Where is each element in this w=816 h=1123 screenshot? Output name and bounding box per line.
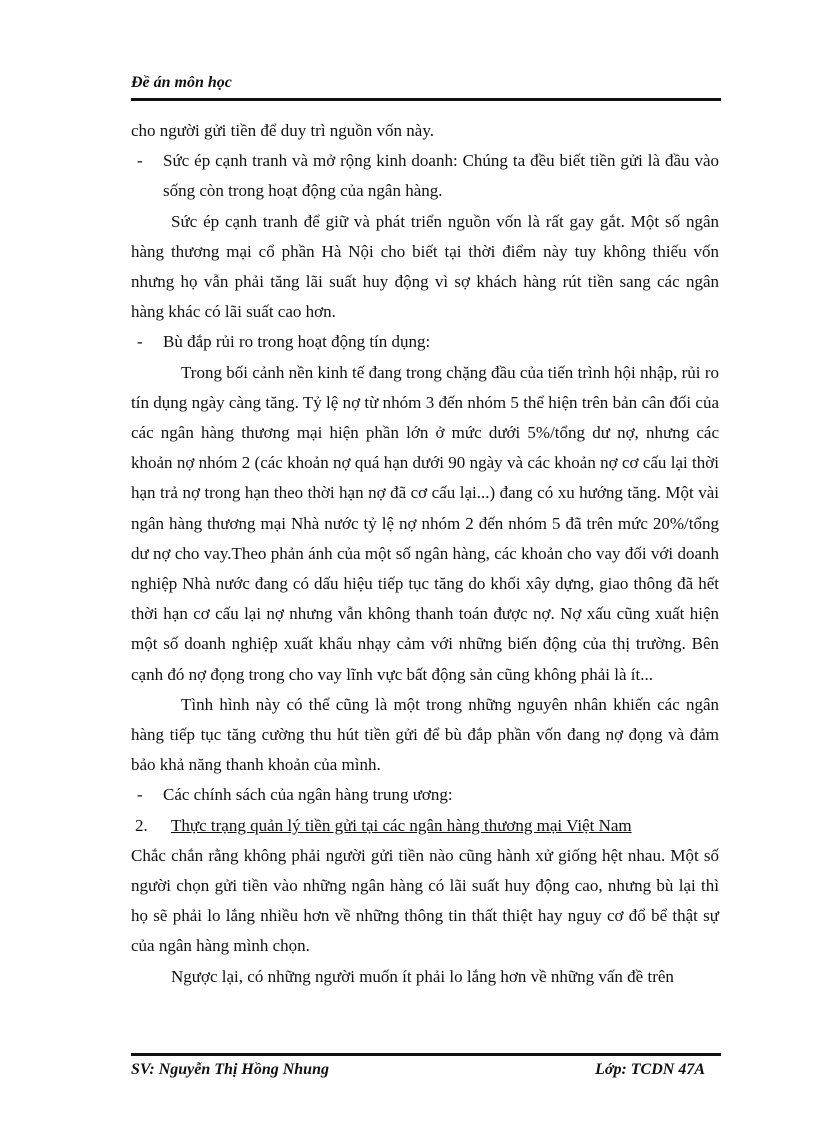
section-heading-2 [131,811,719,841]
paragraph-depositors: Chắc chắn rằng không phải người gửi tiền nào cũng hành xử giống hệt nhau. Một số người chọn gửi tiền vào những ngân hàng có lãi suất huy động cao, nhưng bù lại thì họ sẽ phải lo lắng nhiều hơn về những thông tin thất thiệt hay nguy cơ đổ bể thật sự của ngân hàng mình chọn. [131,845,719,956]
footer-student-name: SV: Nguyễn Thị Hồng Nhung [131,1061,329,1078]
document-body [131,116,719,992]
footer-divider [131,1053,721,1056]
page-header-title: Đề án môn học [131,74,232,91]
bullet-text: Sức ép cạnh tranh và mở rộng kinh doanh: Chúng ta đều biết tiền gửi là đầu vào sống còn trong hoạt động của ngân hàng. [163,151,719,201]
bullet-text: Các chính sách của ngân hàng trung ương: [163,785,453,805]
bullet-dash: - [137,332,143,352]
bullet-dash: - [137,151,143,171]
header-divider [131,98,721,101]
paragraph-credit-risk: Trong bối cảnh nền kinh tế đang trong chặng đầu của tiến trình hội nhập, rủi ro tín dụng ngày càng tăng. Tỷ lệ nợ từ nhóm 3 đến nhóm 5 thể hiện trên bản cân đối của các ngân hàng thương mại hiện phần lớn ở mức dưới 5%/tổng dư nợ, nhưng các khoản nợ nhóm 2 (các khoản nợ quá hạn dưới 90 ngày và các khoản nợ cơ cấu lại thời hạn trả nợ trong hạn theo thời hạn nợ đã cơ cấu lại...) đang có xu hướng tăng. Một vài ngân hàng thương mại Nhà nước tỷ lệ nợ nhóm 2 đến nhóm 5 đã trên mức 20%/tổng dư nợ cho vay.Theo phản ánh của một số ngân hàng, các khoản cho vay đối với doanh nghiệp Nhà nước đang có dấu hiệu tiếp tục tăng do khối xây dựng, giao thông đã hết thời hạn cơ cấu lại nợ nhưng vẫn không thanh toán được nợ. Nợ xấu cũng xuất hiện một số doanh nghiệp xuất khẩu nhạy cảm với những biến động của thị trường. Bên cạnh đó nợ đọng trong cho vay lĩnh vực bất động sản cũng không phải là ít... [131,362,719,684]
paragraph-competition-pressure: Sức ép cạnh tranh để giữ và phát triển nguồn vốn là rất gay gắt. Một số ngân hàng thương mại cổ phần Hà Nội cho biết tại thời điểm này tuy không thiếu vốn nhưng họ vẫn phải tăng lãi suất huy động vì sợ khách hàng rút tiền sang các ngân hàng khác có lãi suất cao hơn. [131,211,719,322]
section-title: Thực trạng quản lý tiền gửi tại các ngân hàng thương mại Việt Nam [171,815,632,835]
paragraph-conversely: Ngược lại, có những người muốn ít phải lo lắng hơn về những vấn đề trên [171,966,674,986]
bullet-dash: - [137,785,143,805]
paragraph-situation: Tình hình này có thể cũng là một trong những nguyên nhân khiến các ngân hàng tiếp tục tăng cường thu hút tiền gửi để bù đắp phần vốn đang nợ đọng và đảm bảo khả năng thanh khoản của mình. [131,694,719,775]
paragraph-continuation: cho người gửi tiền để duy trì nguồn vốn này. [131,121,434,140]
bullet-credit-risk [131,327,719,357]
bullet-competition [131,146,719,206]
section-number: 2. [135,815,148,835]
footer-class: Lớp: TCDN 47A [595,1061,705,1078]
bullet-text: Bù đắp rủi ro trong hoạt động tín dụng: [163,332,431,352]
bullet-central-bank-policy [131,780,719,810]
